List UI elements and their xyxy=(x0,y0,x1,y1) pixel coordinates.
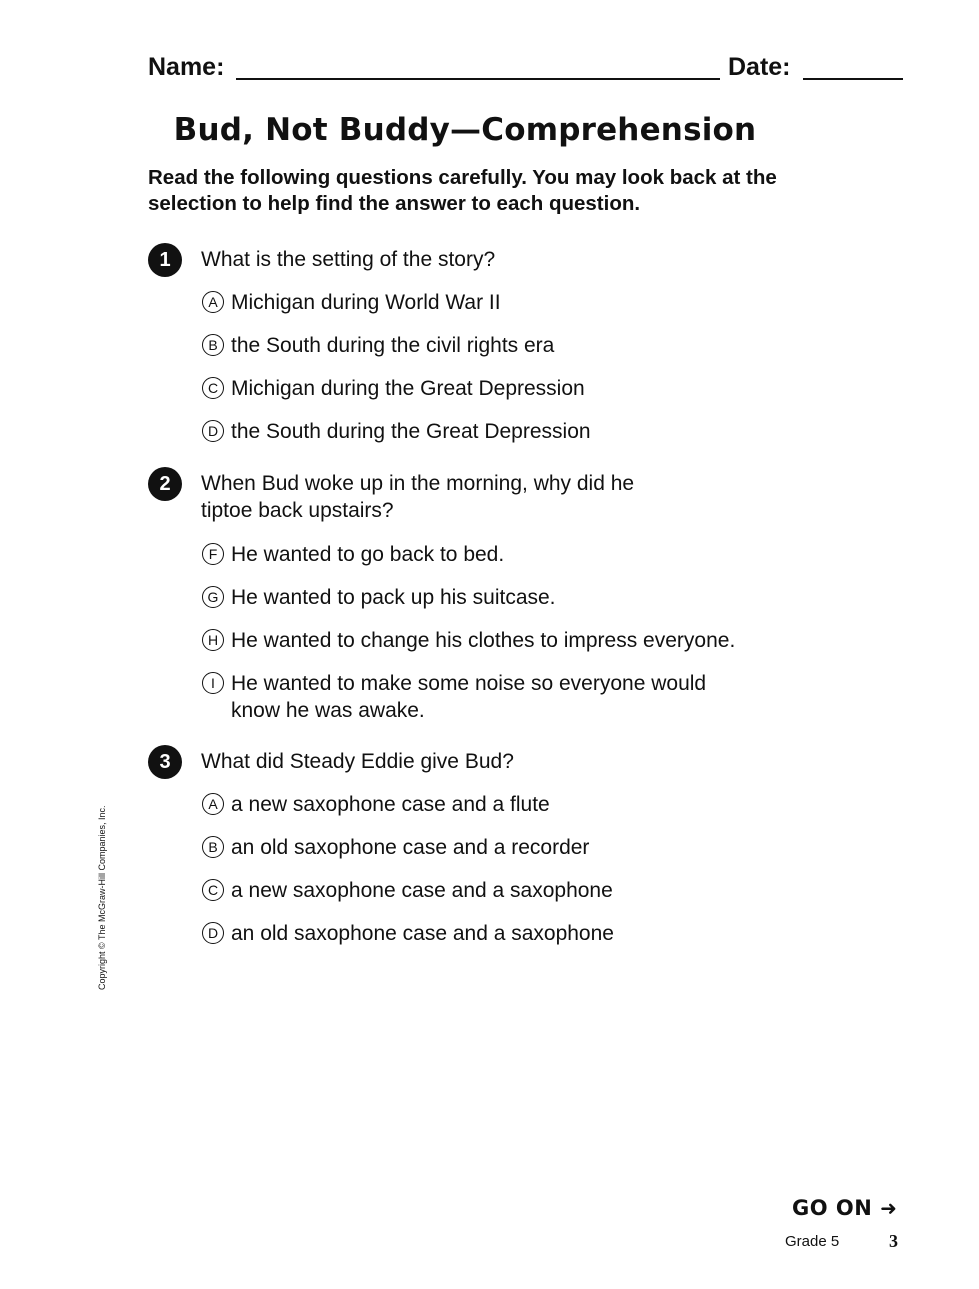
question-number-badge: 1 xyxy=(148,243,182,277)
answer-option[interactable] xyxy=(202,375,822,405)
copyright-notice: Copyright © The McGraw-Hill Companies, Inc. xyxy=(97,805,107,990)
answer-text: Michigan during World War II xyxy=(231,291,501,314)
answer-bubble[interactable]: G xyxy=(202,586,224,608)
question-text: When Bud woke up in the morning, why did he tiptoe back upstairs? xyxy=(201,472,635,522)
answer-bubble[interactable]: H xyxy=(202,629,224,651)
answer-bubble[interactable]: D xyxy=(202,420,224,442)
go-on-indicator xyxy=(792,1196,897,1220)
answer-bubble[interactable]: C xyxy=(202,377,224,399)
date-field[interactable] xyxy=(803,78,903,80)
answer-option[interactable] xyxy=(202,670,822,726)
go-on-label: GO ON xyxy=(792,1196,873,1220)
answer-bubble[interactable]: B xyxy=(202,836,224,858)
answer-text: Michigan during the Great Depression xyxy=(231,377,585,400)
question-number-badge: 3 xyxy=(148,745,182,779)
answer-option[interactable] xyxy=(202,834,822,864)
question-text: What is the setting of the story? xyxy=(201,248,496,271)
answer-text: the South during the civil rights era xyxy=(231,334,555,357)
name-field[interactable] xyxy=(236,78,720,80)
answer-text: He wanted to change his clothes to impress everyone. xyxy=(231,629,736,652)
page-number: 3 xyxy=(889,1231,898,1251)
answer-bubble[interactable]: C xyxy=(202,879,224,901)
answer-text: an old saxophone case and a saxophone xyxy=(231,922,614,945)
question-number-badge: 2 xyxy=(148,467,182,501)
answer-option[interactable] xyxy=(202,418,822,448)
answer-text: an old saxophone case and a recorder xyxy=(231,836,590,859)
answer-text: a new saxophone case and a saxophone xyxy=(231,879,613,902)
answer-bubble[interactable]: D xyxy=(202,922,224,944)
answer-option[interactable] xyxy=(202,920,822,950)
answer-text: a new saxophone case and a flute xyxy=(231,793,550,816)
name-date-header xyxy=(148,50,903,84)
answer-option[interactable] xyxy=(202,877,822,907)
answer-text: He wanted to go back to bed. xyxy=(231,543,505,566)
right-arrow-icon: ➜ xyxy=(880,1196,898,1220)
answer-text: the South during the Great Depression xyxy=(231,420,591,443)
answer-option[interactable] xyxy=(202,627,822,657)
question-text: What did Steady Eddie give Bud? xyxy=(201,750,514,773)
date-label: Date: xyxy=(728,53,791,81)
answer-option[interactable] xyxy=(202,541,822,571)
answer-bubble[interactable]: A xyxy=(202,793,224,815)
answer-option[interactable] xyxy=(202,791,822,821)
grade-label: Grade 5 xyxy=(785,1233,840,1250)
instructions: Read the following questions carefully. You may look back at the selection to help find the answer to each question. xyxy=(148,166,777,215)
answer-bubble[interactable]: B xyxy=(202,334,224,356)
answer-option[interactable] xyxy=(202,584,822,614)
answer-bubble[interactable]: I xyxy=(202,672,224,694)
answer-text: He wanted to make some noise so everyone would know he was awake. xyxy=(231,672,707,722)
answer-text: He wanted to pack up his suitcase. xyxy=(231,586,556,609)
name-label: Name: xyxy=(148,53,225,81)
answer-bubble[interactable]: F xyxy=(202,543,224,565)
page-title: Bud, Not Buddy—Comprehension xyxy=(173,112,757,148)
answer-option[interactable] xyxy=(202,332,822,362)
answer-bubble[interactable]: A xyxy=(202,291,224,313)
answer-option[interactable] xyxy=(202,289,822,319)
